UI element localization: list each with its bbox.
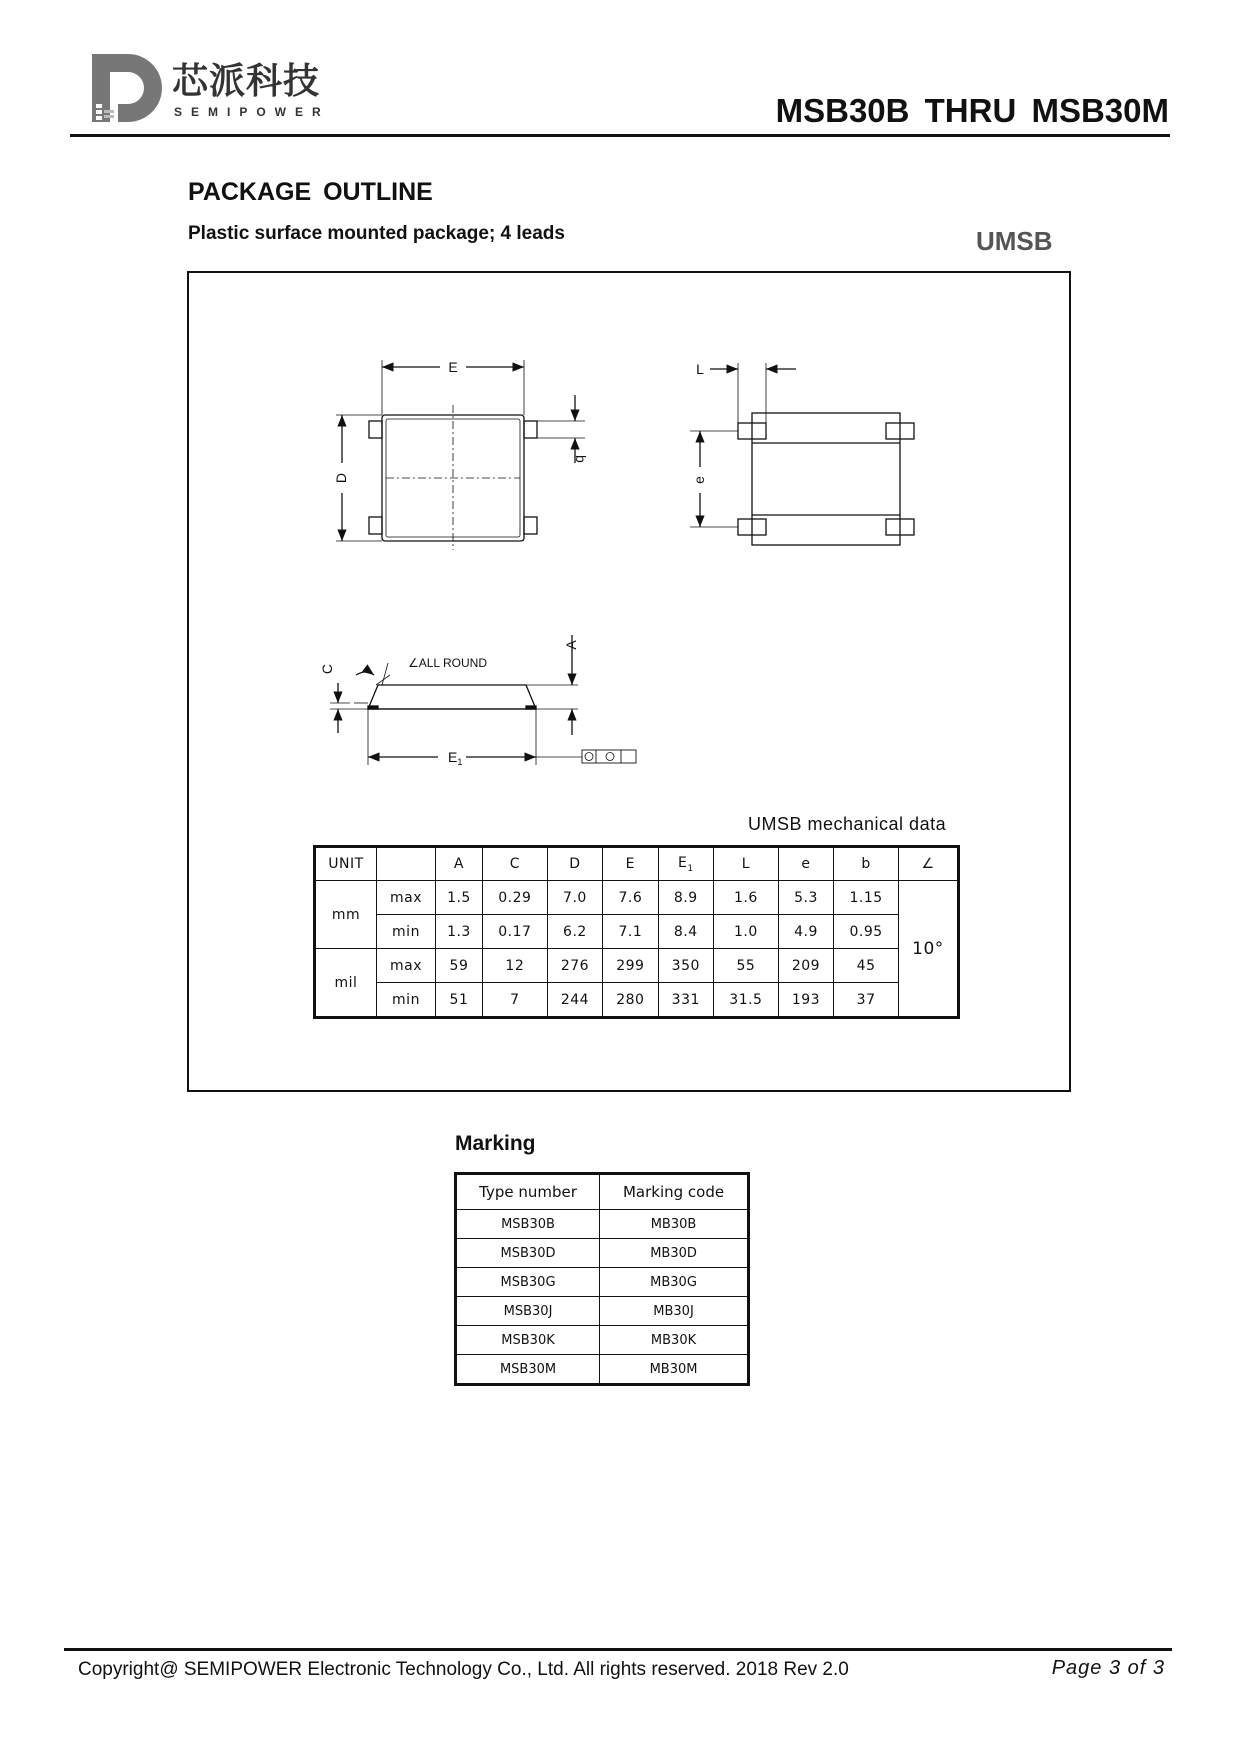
section-subtitle: Plastic surface mounted package; 4 leads bbox=[188, 223, 565, 244]
limit-cell: min bbox=[377, 983, 436, 1018]
marking-code-cell: MB30B bbox=[600, 1210, 749, 1239]
table-row bbox=[456, 1210, 749, 1239]
header-A: A bbox=[436, 847, 483, 881]
value-cell: 350 bbox=[658, 949, 713, 983]
dim-label-E: E bbox=[448, 359, 458, 375]
value-cell: 280 bbox=[603, 983, 658, 1018]
value-cell: 31.5 bbox=[713, 983, 778, 1018]
marking-title: Marking bbox=[455, 1132, 536, 1155]
copyright-notice: Copyright@ SEMIPOWER Electronic Technology Co., Ltd. All rights reserved. 2018 Rev 2.0 bbox=[78, 1659, 849, 1680]
header-marking-code: Marking code bbox=[600, 1174, 749, 1210]
type-number-cell: MSB30B bbox=[456, 1210, 600, 1239]
type-number-cell: MSB30J bbox=[456, 1297, 600, 1326]
value-cell: 8.4 bbox=[658, 915, 713, 949]
value-cell: 51 bbox=[436, 983, 483, 1018]
value-cell: 209 bbox=[778, 949, 833, 983]
value-cell: 299 bbox=[603, 949, 658, 983]
unit-cell: mm bbox=[315, 881, 377, 949]
value-cell: 45 bbox=[834, 949, 899, 983]
value-cell: 244 bbox=[547, 983, 602, 1018]
value-cell: 276 bbox=[547, 949, 602, 983]
value-cell: 1.6 bbox=[713, 881, 778, 915]
marking-table bbox=[454, 1172, 750, 1386]
value-cell: 1.3 bbox=[436, 915, 483, 949]
table-row bbox=[456, 1326, 749, 1355]
table-row bbox=[315, 983, 959, 1018]
value-cell: 4.9 bbox=[778, 915, 833, 949]
value-cell: 5.3 bbox=[778, 881, 833, 915]
value-cell: 193 bbox=[778, 983, 833, 1018]
document-title: MSB30B THRU MSB30M bbox=[775, 92, 1169, 129]
package-outline-drawing bbox=[310, 345, 930, 775]
side-view-body bbox=[752, 413, 900, 545]
dim-label-D: D bbox=[333, 472, 349, 484]
unit-cell: mil bbox=[315, 949, 377, 1018]
table-header-row bbox=[315, 847, 959, 881]
marking-code-cell: MB30G bbox=[600, 1268, 749, 1297]
marking-code-cell: MB30K bbox=[600, 1326, 749, 1355]
header-E: E bbox=[603, 847, 658, 881]
value-cell: 55 bbox=[713, 949, 778, 983]
type-number-cell: MSB30K bbox=[456, 1326, 600, 1355]
all-round-label: ∠ALL ROUND bbox=[408, 656, 487, 670]
semipower-logo-icon bbox=[88, 50, 166, 128]
value-cell: 1.0 bbox=[713, 915, 778, 949]
header-b: b bbox=[834, 847, 899, 881]
mechanical-data-table bbox=[313, 845, 960, 1019]
header-type-number: Type number bbox=[456, 1174, 600, 1210]
limit-cell: max bbox=[377, 949, 436, 983]
dim-label-C: C bbox=[319, 663, 335, 675]
header-angle: ∠ bbox=[899, 847, 959, 881]
value-cell: 331 bbox=[658, 983, 713, 1018]
value-cell: 0.95 bbox=[834, 915, 899, 949]
package-name: UMSB bbox=[976, 226, 1053, 256]
dim-label-E1: $E_1$ bbox=[448, 749, 463, 767]
header-L: L bbox=[713, 847, 778, 881]
value-cell: 1.5 bbox=[436, 881, 483, 915]
table-row bbox=[456, 1355, 749, 1385]
type-number-cell: MSB30G bbox=[456, 1268, 600, 1297]
section-title: PACKAGE OUTLINE bbox=[188, 178, 433, 206]
table-row bbox=[456, 1268, 749, 1297]
dim-label-e: e bbox=[691, 476, 707, 484]
table-row bbox=[315, 915, 959, 949]
dim-label-A: A bbox=[563, 640, 579, 650]
table-header-row bbox=[456, 1174, 749, 1210]
header-E1: $E_1$ bbox=[658, 847, 713, 881]
marking-code-cell: MB30D bbox=[600, 1239, 749, 1268]
table-row bbox=[456, 1239, 749, 1268]
dim-label-b: b bbox=[573, 455, 589, 463]
value-cell: 7.0 bbox=[547, 881, 602, 915]
marking-code-cell: MB30M bbox=[600, 1355, 749, 1385]
angle-cell: 10° bbox=[899, 881, 959, 1018]
footer-divider bbox=[64, 1648, 1172, 1651]
marking-code-cell: MB30J bbox=[600, 1297, 749, 1326]
table-row bbox=[315, 949, 959, 983]
header-limit bbox=[377, 847, 436, 881]
header-divider bbox=[70, 134, 1170, 137]
value-cell: 0.29 bbox=[482, 881, 547, 915]
type-number-cell: MSB30M bbox=[456, 1355, 600, 1385]
table-row bbox=[456, 1297, 749, 1326]
company-name-cn: 芯派科技 bbox=[172, 61, 321, 102]
company-name-en: SEMIPOWER bbox=[174, 105, 330, 119]
value-cell: 37 bbox=[834, 983, 899, 1018]
profile-view-body bbox=[368, 685, 536, 709]
value-cell: 59 bbox=[436, 949, 483, 983]
table-row bbox=[315, 881, 959, 915]
value-cell: 7.1 bbox=[603, 915, 658, 949]
value-cell: 7.6 bbox=[603, 881, 658, 915]
value-cell: 7 bbox=[482, 983, 547, 1018]
value-cell: 8.9 bbox=[658, 881, 713, 915]
mechanical-data-caption: UMSB mechanical data bbox=[748, 814, 947, 834]
limit-cell: min bbox=[377, 915, 436, 949]
header-D: D bbox=[547, 847, 602, 881]
header-e: e bbox=[778, 847, 833, 881]
header-C: C bbox=[482, 847, 547, 881]
type-number-cell: MSB30D bbox=[456, 1239, 600, 1268]
dim-label-L: L bbox=[696, 361, 704, 377]
page-number: Page 3 of 3 bbox=[1051, 1657, 1165, 1679]
header-unit: UNIT bbox=[315, 847, 377, 881]
limit-cell: max bbox=[377, 881, 436, 915]
value-cell: 6.2 bbox=[547, 915, 602, 949]
value-cell: 1.15 bbox=[834, 881, 899, 915]
value-cell: 0.17 bbox=[482, 915, 547, 949]
value-cell: 12 bbox=[482, 949, 547, 983]
